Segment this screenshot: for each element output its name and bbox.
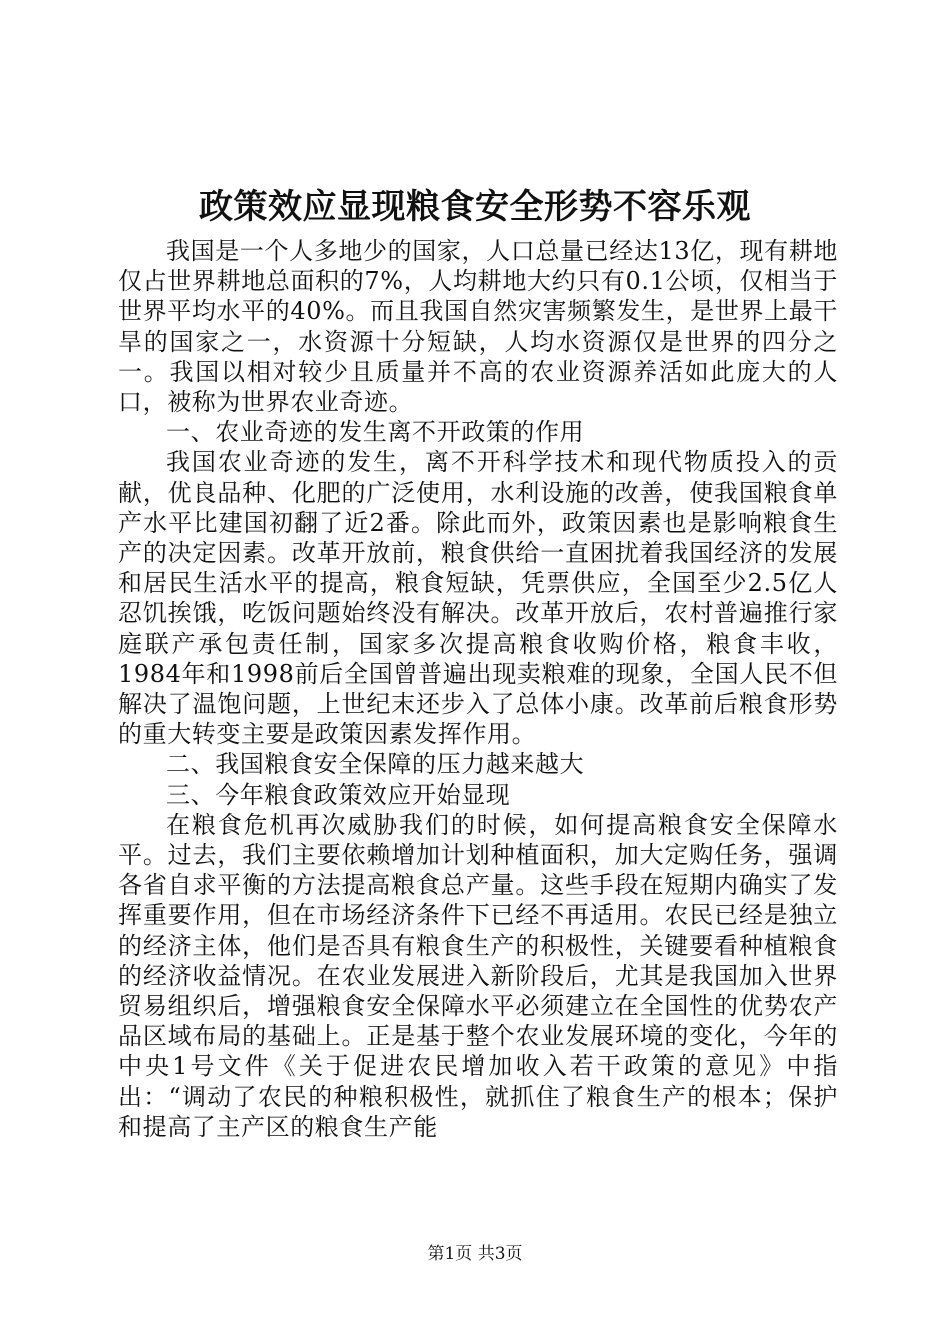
section-heading-1: 一、农业奇迹的发生离不开政策的作用 bbox=[166, 418, 585, 447]
document-title: 政策效应显现粮食安全形势不容乐观 bbox=[199, 187, 751, 227]
section-heading-2: 二、我国粮食安全保障的压力越来越大 bbox=[166, 750, 585, 779]
paragraph-section-3: 在粮食危机再次威胁我们的时候，如何提高粮食安全保障水平。过去，我们主要依赖增加计划种植面积，加大定购任务，强调各省自求平衡的方法提高粮食总产量。这些手段在短期内确实了发挥重要作用，但在市场经济条件下已经不再适用。农民已经是独立的经济主体，他们是否具有粮食生产的积极性，关键要看种植粮食的经济收益情况。在农业发展进入新阶段后，尤其是我国加入世界贸易组织后，增强粮食安全保障水平必须建立在全国性的优势农产品区域布局的基础上。正是基于整个农业发展环境的变化，今年的中央1号文件《关于促进农民增加收入若干政策的意见》中指出：“调动了农民的种粮积极性，就抓住了粮食生产的根本；保护和提高了主产区的粮食生产能 bbox=[118, 810, 838, 1141]
page-number-footer: 第1页 共3页 bbox=[427, 1244, 523, 1264]
document-body bbox=[118, 236, 838, 1142]
paragraph-section-1: 我国农业奇迹的发生，离不开科学技术和现代物质投入的贡献，优良品种、化肥的广泛使用，水利设施的改善，使我国粮食单产水平比建国初翻了近2番。除此而外，政策因素也是影响粮食生产的决定因素。改革开放前，粮食供给一直困扰着我国经济的发展和居民生活水平的提高，粮食短缺，凭票供应，全国至少2.5亿人忍饥挨饿，吃饭问题始终没有解决。改革开放后，农村普遍推行家庭联产承包责任制，国家多次提高粮食收购价格，粮食丰收，1984年和1998前后全国曾普遍出现卖粮难的现象，全国人民不但解决了温饱问题，上世纪末还步入了总体小康。改革前后粮食形势的重大转变主要是政策因素发挥作用。 bbox=[118, 448, 838, 749]
section-heading-3: 三、今年粮食政策效应开始显现 bbox=[166, 780, 511, 809]
paragraph-intro: 我国是一个人多地少的国家，人口总量已经达13亿，现有耕地仅占世界耕地总面积的7%，人均耕地大约只有0.1公顷，仅相当于世界平均水平的40%。而且我国自然灾害频繁发生，是世界上最干旱的国家之一，水资源十分短缺，人均水资源仅是世界的四分之一。我国以相对较少且质量并不高的农业资源养活如此庞大的人口，被称为世界农业奇迹。 bbox=[118, 237, 838, 417]
